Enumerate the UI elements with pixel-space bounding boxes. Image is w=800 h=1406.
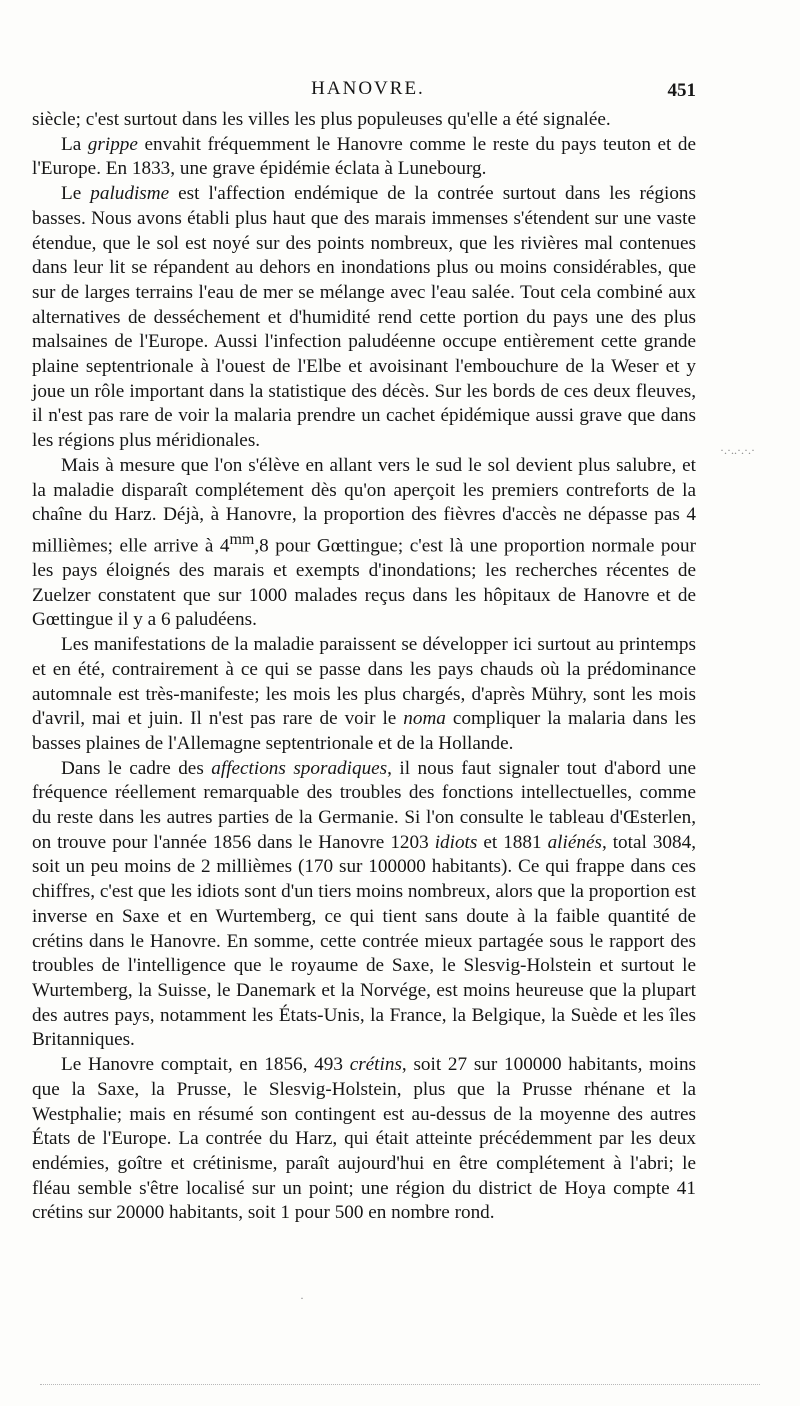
text-run: siècle; c'est surtout dans les villes les plus populeuses qu'elle a été signalée.	[32, 109, 611, 130]
text-run: ,8 pour Gœttingue; c'est là une proportion normale pour les pays éloignés des marais et exempts d'inondations; les recherches récentes de Zuelzer constatent que sur 1000 malades reçus dans les hôpitaux de Hanovre et de Gœttingue il y a 6 paludéens.	[32, 535, 697, 631]
text-run: Dans le cadre des	[61, 757, 212, 779]
text-run: La	[61, 133, 88, 155]
body-text	[32, 108, 696, 1226]
text-run: Mais à mesure que l'on s'élève en allant vers le sud le sol devient plus salubre, et la maladie disparaît complétement dès qu'on aperçoit les premiers contreforts de la chaîne du Harz. Déjà, à Hanovre, la proportion des fièvres d'accès ne dépasse pas 4 millièmes; elle arrive à 4	[32, 454, 696, 557]
paragraph	[32, 108, 696, 133]
text-run: Le	[61, 183, 91, 205]
paragraph	[32, 757, 696, 1053]
text-run: est l'affection endémique de la contrée surtout dans les régions basses. Nous avons établi plus haut que des marais immenses s'étendent sur une vaste étendue, que le sol est noyé sur des points nombreux, que les rivières mal contenues dans leur lit se répandent au dehors en inondations plus ou moins considérables, que sur de larges terrains l'eau de mer se mélange avec l'eau salée. Tout cela combiné aux alternatives de desséchement et d'humidité rend cette portion du pays une des plus malsaines de l'Europe. Aussi l'infection paludéenne occupe entièrement cette grande plaine septentrionale à l'ouest de l'Elbe et avoisinant l'embouchure de la Weser et y joue un rôle important dans la statistique des décès. Sur les bords de ces deux fleuves, il n'est pas rare de voir la malaria prendre un cachet épidémique aussi grave que dans les régions plus méridionales.	[32, 183, 696, 452]
paragraph	[32, 182, 696, 454]
text-run: Le Hanovre comptait, en 1856, 493	[61, 1054, 350, 1076]
print-speck: ·	[300, 1291, 304, 1305]
paragraph	[32, 133, 696, 182]
text-run: envahit fréquemment le Hanovre comme le reste du pays teuton et de l'Europe. En 1833, une grave épidémie éclata à Lunebourg.	[32, 133, 696, 180]
text-run: , soit 27 sur 100000 habitants, moins que la Saxe, la Prusse, le Slesvig-Holstein, plus que la Prusse rhénane et la Westphalie; mais en résumé son contingent est au-dessus de la moyenne des autres États de l'Europe. La contrée du Harz, qui était atteinte précédemment par les deux endémies, goître et crétinisme, paraît aujourd'hui en être complétement à l'abri; le fléau semble s'être localisé sur un point; une région du district de Hoya compte 41 crétins sur 20000 habitants, soit 1 pour 500 en nombre rond.	[32, 1054, 697, 1224]
margin-speck: ·.·..·.·.·	[720, 443, 755, 457]
text-run: compliquer la malaria dans les basses plaines de l'Allemagne septentrionale et de la Hollande.	[32, 708, 696, 754]
italic-term: affections sporadiques	[211, 757, 388, 779]
footer-rule	[40, 1384, 760, 1386]
italic-term: paludisme	[90, 183, 170, 205]
page-number: 451	[667, 80, 696, 101]
italic-term: aliénés	[547, 831, 602, 853]
italic-term: grippe	[87, 133, 138, 155]
italic-term: crétins	[349, 1054, 402, 1076]
running-title: HANOVRE.	[311, 78, 425, 99]
text-run: et 1881	[477, 831, 548, 853]
superscript: mm	[229, 530, 255, 548]
paragraph	[32, 454, 696, 633]
running-header	[0, 78, 800, 108]
italic-term: idiots	[434, 831, 478, 853]
text-run: Les manifestations de la maladie paraissent se développer ici surtout au printemps et en été, contrairement à ce qui se passe dans les pays chauds où la prédominance automnale est très-manifeste; les mois les plus chargés, d'après Mühry, sont les mois d'avril, mai et juin. Il n'est pas rare de voir le	[32, 634, 696, 730]
text-run: , total 3084, soit un peu moins de 2 millièmes (170 sur 100000 habitants). Ce qui frappe dans ces chiffres, c'est que les idiots sont d'un tiers moins nombreux, alors que la proportion est inverse en Saxe et en Wurtemberg, ce qui tient sans doute à la faible quantité de crétins dans le Hanovre. En somme, cette contrée mieux partagée sous le rapport des troubles de l'intelligence que le royaume de Saxe, le Slesvig-Holstein et surtout le Wurtemberg, la Suisse, le Danemark et la Norvége, est moins heureuse que la plupart des autres pays, notamment les États-Unis, la France, la Belgique, la Suède et les îles Britanniques.	[32, 831, 697, 1051]
paragraph	[32, 1053, 696, 1226]
paragraph	[32, 633, 696, 757]
text-run: , il nous faut signaler tout d'abord une fréquence réellement remarquable des troubles des fonctions intellectuelles, comme du reste dans les autres parties de la Germanie. Si l'on consulte le tableau d'Œsterlen, on trouve pour l'année 1856 dans le Hanovre 1203	[32, 757, 696, 853]
italic-term: noma	[403, 708, 446, 730]
